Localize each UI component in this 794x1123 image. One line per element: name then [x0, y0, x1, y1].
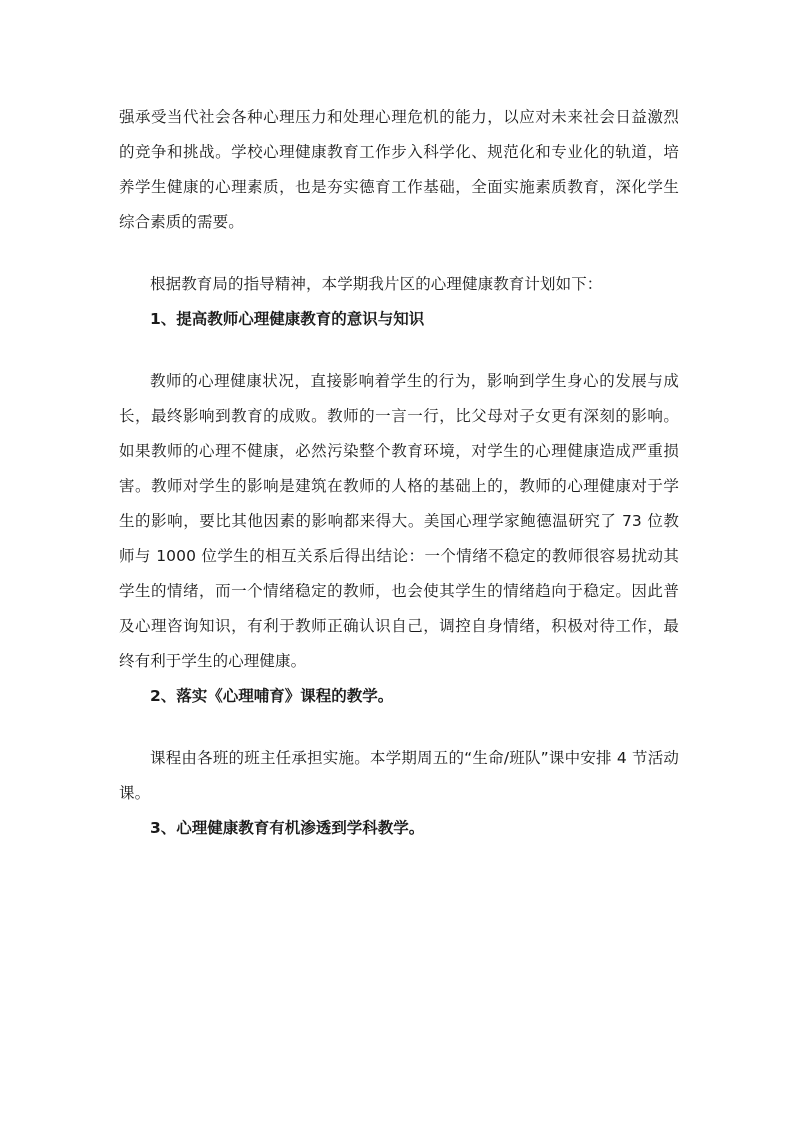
paragraph-intro-continuation: 强承受当代社会各种心理压力和处理心理危机的能力，以应对未来社会日益激烈的竞争和挑战。学校心理健康教育工作步入科学化、规范化和专业化的轨道，培养学生健康的心理素质，也是夯实德育工作基础，全面实施素质教育，深化学生综合素质的需要。 [119, 108, 679, 231]
section-heading-3: 3、心理健康教育有机渗透到学科教学。 [150, 819, 425, 837]
section-heading-2: 2、落实《心理哺育》课程的教学。 [150, 687, 394, 705]
paragraph-teacher-mental-health: 教师的心理健康状况，直接影响着学生的行为，影响到学生身心的发展与成长，最终影响到教育的成败。教师的一言一行，比父母对子女更有深刻的影响。如果教师的心理不健康，必然污染整个教育环境，对学生的心理健康造成严重损害。教师对学生的影响是建筑在教师的人格的基础上的，教师的心理健康对于学生的影响，要比其他因素的影响都来得大。美国心理学家鲍德温研究了 73 位教师与 1000 位学生的相互关系后得出结论：一个情绪不稳定的教师很容易扰动其学生的情绪，而一个情绪稳定的教师，也会使其学生的情绪趋向于稳定。因此普及心理咨询知识，有利于教师正确认识自己，调控自身情绪，积极对待工作，最终有利于学生的心理健康。 [119, 372, 679, 670]
document-body [119, 100, 679, 846]
section-heading-1: 1、提高教师心理健康教育的意识与知识 [150, 310, 425, 328]
paragraph-plan-intro: 根据教育局的指导精神，本学期我片区的心理健康教育计划如下： [150, 275, 603, 293]
paragraph-course-implementation: 课程由各班的班主任承担实施。本学期周五的“生命/班队”课中安排 4 节活动课。 [119, 749, 679, 802]
